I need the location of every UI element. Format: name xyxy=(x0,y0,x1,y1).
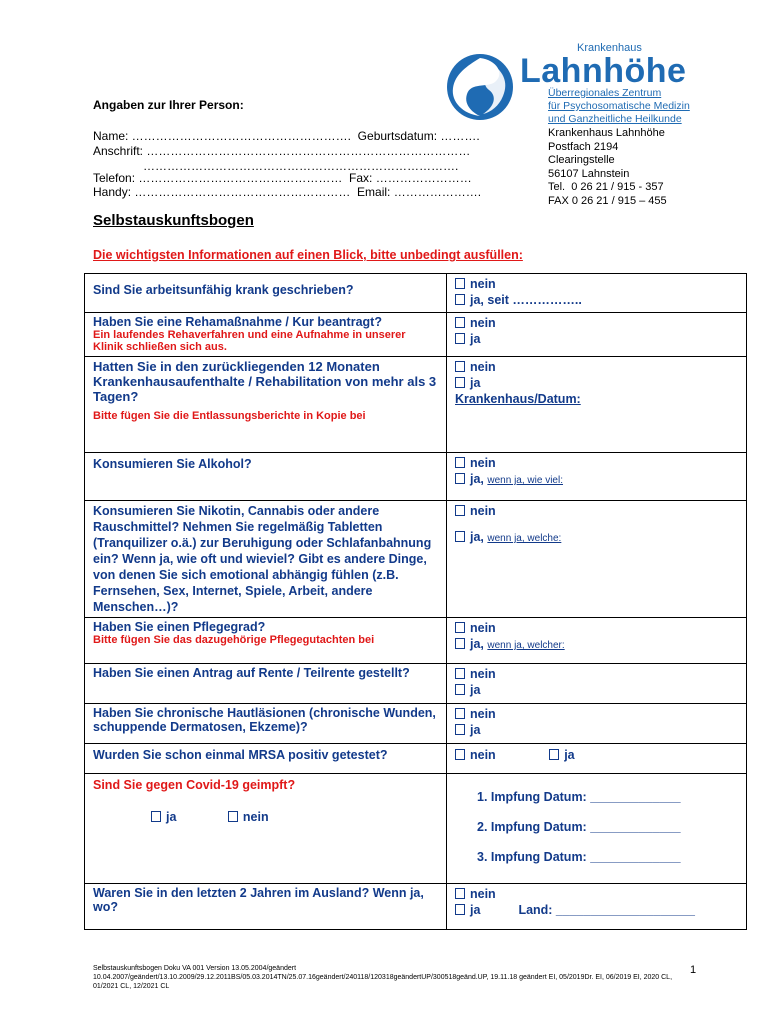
address-line: Krankenhaus Lahnhöhe xyxy=(548,127,665,139)
question-cell: Waren Sie in den letzten 2 Jahren im Ausland? Wenn ja, wo? xyxy=(85,884,447,930)
address-line[interactable]: Anschrift: ……………………………………………………………………… xyxy=(93,144,471,158)
option-nein[interactable]: nein xyxy=(455,620,738,636)
answer-cell xyxy=(447,618,747,664)
table-row xyxy=(85,884,747,930)
vaccination-date-2[interactable]: 2. Impfung Datum: _____________ xyxy=(477,820,681,834)
option-ja[interactable]: ja Land: ____________________ xyxy=(455,902,738,918)
table-row xyxy=(85,274,747,313)
logo-line-2: für Psychosomatische Medizin xyxy=(548,100,690,112)
question-cell: Haben Sie eine Rehamaßnahme / Kur beantragt? Ein laufendes Rehaverfahren und eine Aufnahme in unserer Klinik schließen sich aus. xyxy=(85,313,447,357)
option-ja[interactable]: ja xyxy=(455,331,738,347)
logo-top-text: Krankenhaus xyxy=(577,42,642,54)
checkbox-icon[interactable] xyxy=(549,749,559,760)
checkbox-icon[interactable] xyxy=(455,473,465,484)
logo-line-1: Überregionales Zentrum xyxy=(548,87,662,99)
address-line: Tel. 0 26 21 / 915 - 357 xyxy=(548,181,664,193)
checkbox-icon[interactable] xyxy=(455,622,465,633)
question-cell: Haben Sie chronische Hautläsionen (chronische Wunden, schuppende Dermatosen, Ekzeme)? xyxy=(85,704,447,744)
clinic-logo-icon xyxy=(445,52,515,122)
footer-version-text: Selbstauskunftsbogen Doku VA 001 Version 13.05.2004/geändert 10.04.2007/geändert/13.10.2009/29.12.2011BS/05.03.2014TN/25.07.16geändert/240118/120318geändertUP/300518geänd.UP, 19.11.18 geändert EI, 05/2019Dr. EI, 06/2019 EI, 2020 CL, 01/2021 CL, 12/2021 CL xyxy=(93,965,673,990)
mobile-email-line[interactable]: Handy: ……………………………………………… Email: …………………. xyxy=(93,185,482,199)
answer-cell xyxy=(447,357,747,453)
checkbox-icon[interactable] xyxy=(455,278,465,289)
note-text: Ein laufendes Rehaverfahren und eine Aufnahme in unserer Klinik schließen sich aus. xyxy=(93,329,406,353)
name-birthdate-line[interactable]: Name: ………………………………………………. Geburtsdatum: ………. xyxy=(93,129,480,143)
table-row xyxy=(85,453,747,501)
table-row xyxy=(85,313,747,357)
option-nein[interactable]: nein xyxy=(455,276,738,292)
address-line: Clearingstelle xyxy=(548,154,615,166)
answer-cell xyxy=(447,274,747,313)
clinic-address xyxy=(548,127,667,208)
question-cell: Sind Sie arbeitsunfähig krank geschrieben? xyxy=(85,274,447,313)
logo-line-3: und Ganzheitliche Heilkunde xyxy=(548,113,682,125)
option-ja[interactable]: ja xyxy=(455,682,738,698)
table-row xyxy=(85,618,747,664)
option-ja[interactable]: ja xyxy=(549,748,574,762)
vaccination-date-1[interactable]: 1. Impfung Datum: _____________ xyxy=(477,790,681,804)
table-row xyxy=(85,744,747,774)
checkbox-icon[interactable] xyxy=(228,811,238,822)
question-cell: Sind Sie gegen Covid-19 geimpft? ja nein xyxy=(85,774,447,884)
table-row xyxy=(85,704,747,744)
checkbox-icon[interactable] xyxy=(455,333,465,344)
option-nein[interactable]: nein xyxy=(455,359,738,375)
option-nein[interactable]: nein xyxy=(455,455,738,471)
person-title: Angaben zur Ihrer Person: xyxy=(93,98,244,112)
answer-cell xyxy=(447,501,747,618)
option-ja[interactable]: ja, wenn ja, welche: xyxy=(455,529,738,547)
page-number: 1 xyxy=(690,964,697,976)
option-nein[interactable]: nein xyxy=(455,503,738,519)
country-field[interactable]: Land: ____________________ xyxy=(518,903,695,917)
option-nein[interactable]: nein xyxy=(455,746,496,762)
option-ja[interactable]: ja xyxy=(455,375,738,391)
question-cell: Konsumieren Sie Nikotin, Cannabis oder andere Rauschmittel? Nehmen Sie regelmäßig Tabletten (Tranquilizer o.ä.) zur Beruhigung oder Schlafanbahnung ein? Wenn ja, wie oft und wieviel? Gibt es andere Dinge, von denen Sie sich emotional abhängig fühlen (z.B. Fernsehen, Sex, Internet, Spiele, Arbeit, andere Menschen…)? xyxy=(85,501,447,618)
checkbox-icon[interactable] xyxy=(455,724,465,735)
vaccination-date-3[interactable]: 3. Impfung Datum: _____________ xyxy=(477,850,681,864)
page-title: Selbstauskunftsbogen xyxy=(93,212,254,229)
table-row xyxy=(85,664,747,704)
option-ja[interactable]: ja xyxy=(455,722,738,738)
answer-cell xyxy=(447,884,747,930)
checkbox-icon[interactable] xyxy=(455,749,465,760)
checkbox-icon[interactable] xyxy=(151,811,161,822)
questionnaire-table xyxy=(84,273,747,930)
question-cell: Konsumieren Sie Alkohol? xyxy=(85,453,447,501)
checkbox-icon[interactable] xyxy=(455,531,465,542)
question-cell: Haben Sie einen Pflegegrad? Bitte fügen Sie das dazugehörige Pflegegutachten bei xyxy=(85,618,447,664)
logo-name: Lahnhöhe xyxy=(520,52,687,90)
checkbox-icon[interactable] xyxy=(455,684,465,695)
checkbox-icon[interactable] xyxy=(455,638,465,649)
checkbox-icon[interactable] xyxy=(455,888,465,899)
question-cell: Hatten Sie in den zurückliegenden 12 Monaten Krankenhausaufenthalte / Rehabilitation von mehr als 3 Tagen? Bitte fügen Sie die Entlassungsberichte in Kopie bei xyxy=(85,357,447,453)
answer-cell xyxy=(447,453,747,501)
note-text: Bitte fügen Sie die Entlassungsberichte in Kopie bei xyxy=(93,410,366,422)
checkbox-icon[interactable] xyxy=(455,904,465,915)
checkbox-icon[interactable] xyxy=(455,668,465,679)
answer-cell xyxy=(447,704,747,744)
note-text: Bitte fügen Sie das dazugehörige Pflegegutachten bei xyxy=(93,634,375,646)
option-ja[interactable]: ja xyxy=(151,810,176,824)
address-line: 56107 Lahnstein xyxy=(548,167,630,180)
question-cell: Wurden Sie schon einmal MRSA positiv getestet? xyxy=(85,744,447,774)
option-nein[interactable]: nein xyxy=(455,315,738,331)
address-line-2[interactable]: ……………………………………………………………………. xyxy=(93,159,459,173)
checkbox-icon[interactable] xyxy=(455,457,465,468)
checkbox-icon[interactable] xyxy=(455,377,465,388)
option-ja[interactable]: ja, seit …………….. xyxy=(455,292,738,308)
instruction-heading: Die wichtigsten Informationen auf einen Blick, bitte unbedingt ausfüllen: xyxy=(93,248,523,262)
option-nein[interactable]: nein xyxy=(228,810,269,824)
option-ja[interactable]: ja, wenn ja, welcher: xyxy=(455,636,738,654)
hospital-date-label: Krankenhaus/Datum: xyxy=(455,392,581,406)
address-line: Postfach 2194 xyxy=(548,140,619,153)
checkbox-icon[interactable] xyxy=(455,317,465,328)
phone-fax-line[interactable]: Telefon: …………………………………………… Fax: …………………… xyxy=(93,171,472,185)
answer-cell xyxy=(447,313,747,357)
option-nein[interactable]: nein xyxy=(455,706,738,722)
table-row xyxy=(85,774,747,884)
option-ja[interactable]: ja, wenn ja, wie viel: xyxy=(455,471,738,489)
answer-cell xyxy=(447,664,747,704)
checkbox-icon[interactable] xyxy=(455,708,465,719)
option-nein[interactable]: nein xyxy=(455,886,738,902)
table-row xyxy=(85,357,747,453)
option-nein[interactable]: nein xyxy=(455,666,738,682)
question-cell: Haben Sie einen Antrag auf Rente / Teilrente gestellt? xyxy=(85,664,447,704)
address-line: FAX 0 26 21 / 915 – 455 xyxy=(548,194,667,207)
answer-cell xyxy=(447,774,747,884)
answer-cell xyxy=(447,744,747,774)
checkbox-icon[interactable] xyxy=(455,294,465,305)
checkbox-icon[interactable] xyxy=(455,361,465,372)
checkbox-icon[interactable] xyxy=(455,505,465,516)
table-row xyxy=(85,501,747,618)
